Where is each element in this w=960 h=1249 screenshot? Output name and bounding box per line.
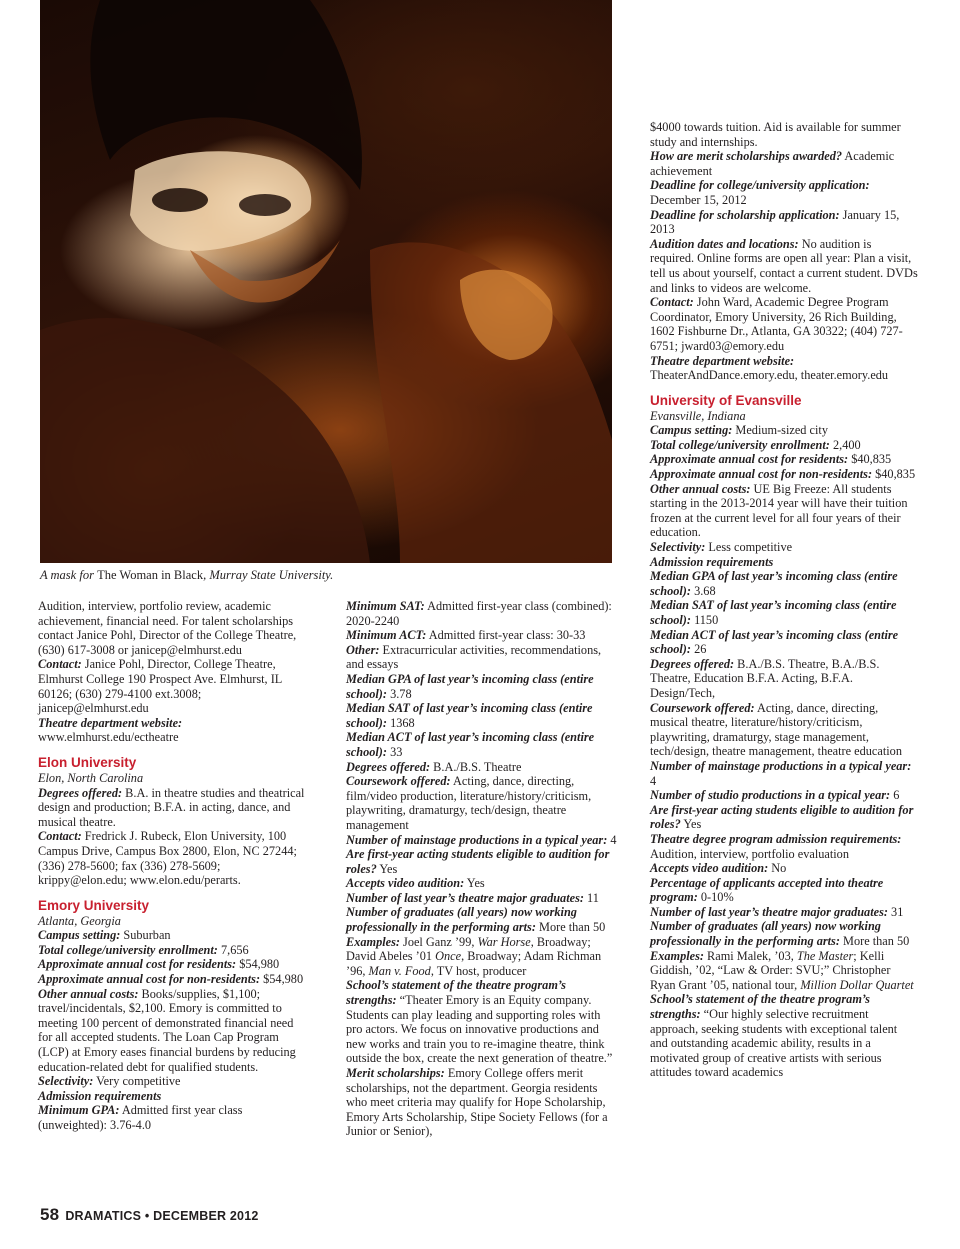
entry: Other annual costs: Books/supplies, $1,100; travel/incidentals, $2,100. Emory is committed to meeting 100 percent of demonstrated financial need for all accepted students. The Loan Cap Program (LCP) at Emory eases financial burdens by reducing education-related debt for qualified students. bbox=[38, 986, 296, 1074]
entry: Median GPA of last year’s incoming class (entire school): 3.68 bbox=[650, 569, 898, 598]
entry: Minimum SAT: Admitted first-year class (combined): 2020-2240 bbox=[346, 599, 612, 628]
entry: Number of graduates (all years) now working professionally in the performing arts: More than 50 bbox=[346, 905, 606, 935]
website-entry: Theatre department website: TheaterAndDance.emory.edu, theater.emory.edu bbox=[650, 353, 889, 383]
entry: School’s statement of the theatre program’s strengths: “Our highly selective recruitment approach, seeking students with exceptional talent and outstanding academic ability, results in a motivated group of creative artists with serious attitudes toward academics bbox=[650, 992, 898, 1080]
entry: Approximate annual cost for residents: $54,980 bbox=[38, 957, 280, 972]
school-name-evansville: University of Evansville bbox=[650, 392, 802, 408]
school-name-emory: Emory University bbox=[38, 897, 150, 913]
entry: Coursework offered: Acting, dance, directing, film/video production, literature/history/criticism, playwriting, dramaturgy, tech/design, theatre management bbox=[346, 774, 592, 832]
column-2 bbox=[346, 599, 618, 1139]
entry: Median ACT of last year’s incoming class (entire school): 26 bbox=[650, 627, 899, 657]
entry: Approximate annual cost for residents: $40,835 bbox=[650, 452, 892, 467]
entry: Accepts video audition: No bbox=[650, 861, 787, 876]
entry: Are first-year acting students eligible to audition for roles? Yes bbox=[650, 802, 914, 832]
school-location: Evansville, Indiana bbox=[650, 408, 746, 423]
entry: Number of last year’s theatre major graduates: 11 bbox=[346, 890, 599, 905]
examples-entry: Examples: Joel Ganz ’99, War Horse, Broadway; David Abeles ’01 Once, Broadway; Adam Richman ’96, Man v. Food, TV host, producer bbox=[346, 934, 602, 978]
entry: Number of graduates (all years) now working professionally in the performing arts: More than 50 bbox=[650, 919, 910, 949]
entry: Minimum ACT: Admitted first-year class: 30-33 bbox=[346, 628, 586, 643]
admission-heading: Admission requirements bbox=[38, 1088, 162, 1103]
school-location: Elon, North Carolina bbox=[38, 770, 144, 785]
entry: School’s statement of the theatre program’s strengths: “Theater Emory is an Equity company. Students can play leading and supporting roles with pro actors. We focus on innovative productions and new works and train you to re-imagine theatre, think outside the box, create the next generation of theatre.” bbox=[346, 978, 613, 1066]
entry: Campus setting: Suburban bbox=[38, 928, 171, 943]
entry: Accepts video audition: Yes bbox=[346, 876, 485, 891]
entry: Other: Extracurricular activities, recommendations, and essays bbox=[346, 642, 602, 672]
entry: Degrees offered: B.A./B.S. Theatre, B.A./B.S. Theatre, Education B.F.A. Acting, B.F.A. Design/Tech, bbox=[650, 656, 880, 700]
contact-entry: Contact: Fredrick J. Rubeck, Elon University, 100 Campus Drive, Campus Box 2800, Elon, NC 27244; (336) 278-5600; fax (336) 278-5609; krippy@elon.edu; www.elon.edu/perarts. bbox=[38, 829, 297, 888]
entry: Selectivity: Less competitive bbox=[650, 540, 793, 555]
paragraph: Audition, interview, portfolio review, academic achievement, financial need. For talent scholarships contact Janice Pohl, Director of the College Theatre, (630) 617-3008 or janicep@elmhurst.edu bbox=[38, 599, 297, 657]
school-name-elon: Elon University bbox=[38, 754, 137, 770]
entry: Number of studio productions in a typical year: 6 bbox=[650, 788, 900, 803]
entry: Number of mainstage productions in a typical year: 4 bbox=[346, 832, 617, 847]
entry: Percentage of applicants accepted into theatre program: 0-10% bbox=[650, 875, 884, 905]
entry: How are merit scholarships awarded? Academic achievement bbox=[650, 149, 895, 178]
page-footer bbox=[40, 1205, 259, 1225]
entry: Are first-year acting students eligible to audition for roles? Yes bbox=[346, 847, 610, 876]
paragraph: $4000 towards tuition. Aid is available for summer study and internships. bbox=[650, 120, 901, 149]
mask-illustration bbox=[40, 0, 612, 563]
entry: Theatre degree program admission requirements: Audition, interview, portfolio evaluation bbox=[650, 831, 902, 861]
entry: Deadline for college/university application: December 15, 2012 bbox=[650, 178, 870, 207]
entry: Deadline for scholarship application: January 15, 2013 bbox=[650, 207, 900, 237]
entry: Coursework offered: Acting, dance, directing, musical theatre, literature/history/criticism, playwriting, dramaturgy, stage management, tech/design, theatre management, theatre education bbox=[650, 700, 902, 759]
entry: Median SAT of last year’s incoming class (entire school): 1368 bbox=[346, 701, 593, 730]
photo-caption: A mask for The Woman in Black, Murray State University. bbox=[40, 568, 334, 582]
entry: Total college/university enrollment: 2,400 bbox=[650, 437, 861, 452]
entry: Other annual costs: UE Big Freeze: All students starting in the 2013-2014 year will have their tuition frozen at the current level for all four years of their education. bbox=[650, 481, 908, 540]
entry: Number of mainstage productions in a typical year: 4 bbox=[650, 758, 912, 788]
entry: Campus setting: Medium-sized city bbox=[650, 423, 828, 438]
entry: Audition dates and locations: No audition is required. Online forms are open all year: Plan a visit, tell us about yourself, contact a current student. DVDs and links to videos are welcome. bbox=[650, 236, 918, 295]
contact-entry: Contact: Janice Pohl, Director, College Theatre, Elmhurst College 190 Prospect Ave. Elmhurst, IL 60126; (630) 279-4100 ext.3008; janicep@elmhurst.edu bbox=[38, 657, 282, 716]
entry: Degrees offered: B.A./B.S. Theatre bbox=[346, 759, 522, 774]
entry: Merit scholarships: Emory College offers merit scholarships, not the department. Georgia residents who meet criteria may qualify for Hope Scholarship, Emory Arts Scholarship, Stipe Society Fellows (for a Junior or Senior), bbox=[346, 1066, 608, 1139]
contact-entry: Contact: John Ward, Academic Degree Program Coordinator, Emory University, 26 Rich Building, 1602 Fishburne Dr., Atlanta, GA 30322; (404) 727-6751; jward03@emory.edu bbox=[650, 295, 903, 353]
admission-heading: Admission requirements bbox=[650, 554, 774, 569]
examples-entry: Examples: Rami Malek, ’03, The Master; Kelli Giddish, ’02, “Law & Order: SVU;” Christopher Ryan Grant ’05, national tour, Million Dollar Quartet bbox=[650, 948, 914, 992]
page-number: 58 bbox=[40, 1205, 60, 1224]
website-entry: Theatre department website: www.elmhurst.edu/ectheatre bbox=[38, 715, 183, 745]
entry: Number of last year’s theatre major graduates: 31 bbox=[650, 904, 904, 919]
entry: Minimum GPA: Admitted first year class (unweighted): 3.76-4.0 bbox=[38, 1103, 243, 1132]
entry: Median ACT of last year’s incoming class (entire school): 33 bbox=[346, 730, 595, 759]
entry: Approximate annual cost for non-residents: $40,835 bbox=[650, 467, 916, 482]
school-location: Atlanta, Georgia bbox=[38, 913, 121, 928]
publication-line: DRAMATICS • DECEMBER 2012 bbox=[65, 1209, 259, 1223]
cover-photo-mask bbox=[40, 0, 612, 563]
entry: Median SAT of last year’s incoming class (entire school): 1150 bbox=[650, 598, 897, 627]
column-3 bbox=[650, 120, 918, 1080]
degrees-entry: Degrees offered: B.A. in theatre studies and theatrical design and production; B.F.A. in acting, dance, and musical theatre. bbox=[38, 785, 305, 829]
entry: Median GPA of last year’s incoming class (entire school): 3.78 bbox=[346, 671, 594, 701]
entry: Total college/university enrollment: 7,656 bbox=[38, 942, 249, 957]
entry: Selectivity: Very competitive bbox=[38, 1074, 181, 1089]
entry: Approximate annual cost for non-residents: $54,980 bbox=[38, 972, 304, 987]
column-1 bbox=[38, 599, 306, 1133]
